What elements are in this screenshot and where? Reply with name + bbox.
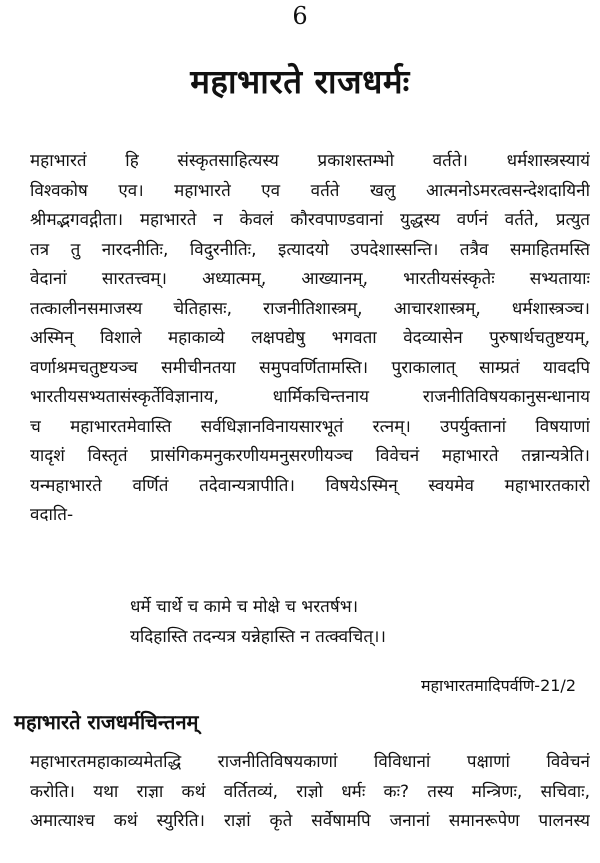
paragraph-line: तत्र तु नारदनीतिः, विदुरनीतिः, इत्यादयो उपदेशास्सन्ति। तत्रैव समाहितमस्ति: [30, 239, 590, 260]
paragraph-line: यादृशं विस्तृतं प्रासंगिकमनुकरणीयमनुसरणीयञ्च विवेचनं महाभारते तन्नान्यत्रेति।: [30, 446, 590, 466]
paragraph-line: वेदानां सारतत्त्वम्। अध्यात्मम्, आख्यानम्, भारतीयसंस्कृतेः सभ्यतायाः: [30, 269, 590, 289]
paragraph-line: वदाति-: [30, 505, 74, 525]
paragraph-line: अमात्याश्च कथं स्युरिति। राज्ञां कृते सर्वेषामपि जनानां समानरूपेण पालनस्य: [30, 811, 590, 831]
verse-line-1: धर्मे चार्थे च कामे च मोक्षे च भरतर्षभ।: [130, 597, 359, 617]
paragraph-line: विश्वकोष एव। महाभारते एव वर्तते खलु आत्मनोऽमरत्वसन्देशदायिनी: [30, 180, 590, 201]
section-heading: महाभारते राजधर्मचिन्तनम्: [14, 710, 199, 734]
paragraph-intro: [30, 147, 590, 531]
chapter-title: महाभारते राजधर्मः: [190, 62, 410, 101]
paragraph-line: अस्मिन् विशाले महाकाव्ये लक्षपद्येषु भगवता वेदव्यासेन पुरुषार्थचतुष्टयम्,: [30, 328, 590, 348]
page-number: 6: [292, 2, 308, 30]
paragraph-line: महाभारतमहाकाव्यमेतद्धि राजनीतिविषयकाणां विविधानां पक्षाणां विवेचनं: [30, 752, 590, 772]
paragraph-line: च महाभारतमेवास्ति सर्वधिज्ञानविनायसारभूतं रत्नम्। उपर्युक्तानां विषयाणां: [30, 416, 590, 437]
paragraph-line: करोति। यथा राज्ञा कथं वर्तितव्यं, राज्ञो धर्मः कः? तस्य मन्त्रिणः, सचिवाः,: [30, 781, 590, 802]
verse-citation: महाभारतमादिपर्वणि-21/2: [420, 676, 576, 695]
paragraph-line: श्रीमद्भगवद्गीता। महाभारते न केवलं कौरवपाण्डवानां युद्धस्य वर्णनं वर्तते, प्रत्युत: [30, 210, 590, 230]
paragraph-line: तत्कालीनसमाजस्य चेतिहासः, राजनीतिशास्त्रम्, आचारशास्त्रम्, धर्मशास्त्रञ्च।: [30, 298, 590, 319]
paragraph-line: भारतीयसभ्यतासंस्कृर्तेविज्ञानाय, धार्मिकचिन्तनाय राजनीतिविषयकानुसन्धानाय: [30, 387, 590, 407]
paragraph-line: महाभारतं हि संस्कृतसाहित्यस्य प्रकाशस्तम्भो वर्तते। धर्मशास्त्रस्यायं: [30, 151, 590, 171]
verse-block: [130, 592, 530, 652]
paragraph-line: वर्णाश्रमचतुष्टयञ्च समीचीनतया समुपवर्णितामस्ति। पुराकालात् साम्प्रतं यावदपि: [30, 357, 590, 378]
verse-line-2: यदिहास्ति तदन्यत्र यन्नेहास्ति न तत्क्वचित्।।: [130, 627, 386, 647]
paragraph-rajdharma: [30, 748, 590, 837]
paragraph-line: यन्महाभारते वर्णितं तदेवान्यत्रापीति। विषयेऽस्मिन् स्वयमेव महाभारतकारो: [30, 475, 590, 496]
